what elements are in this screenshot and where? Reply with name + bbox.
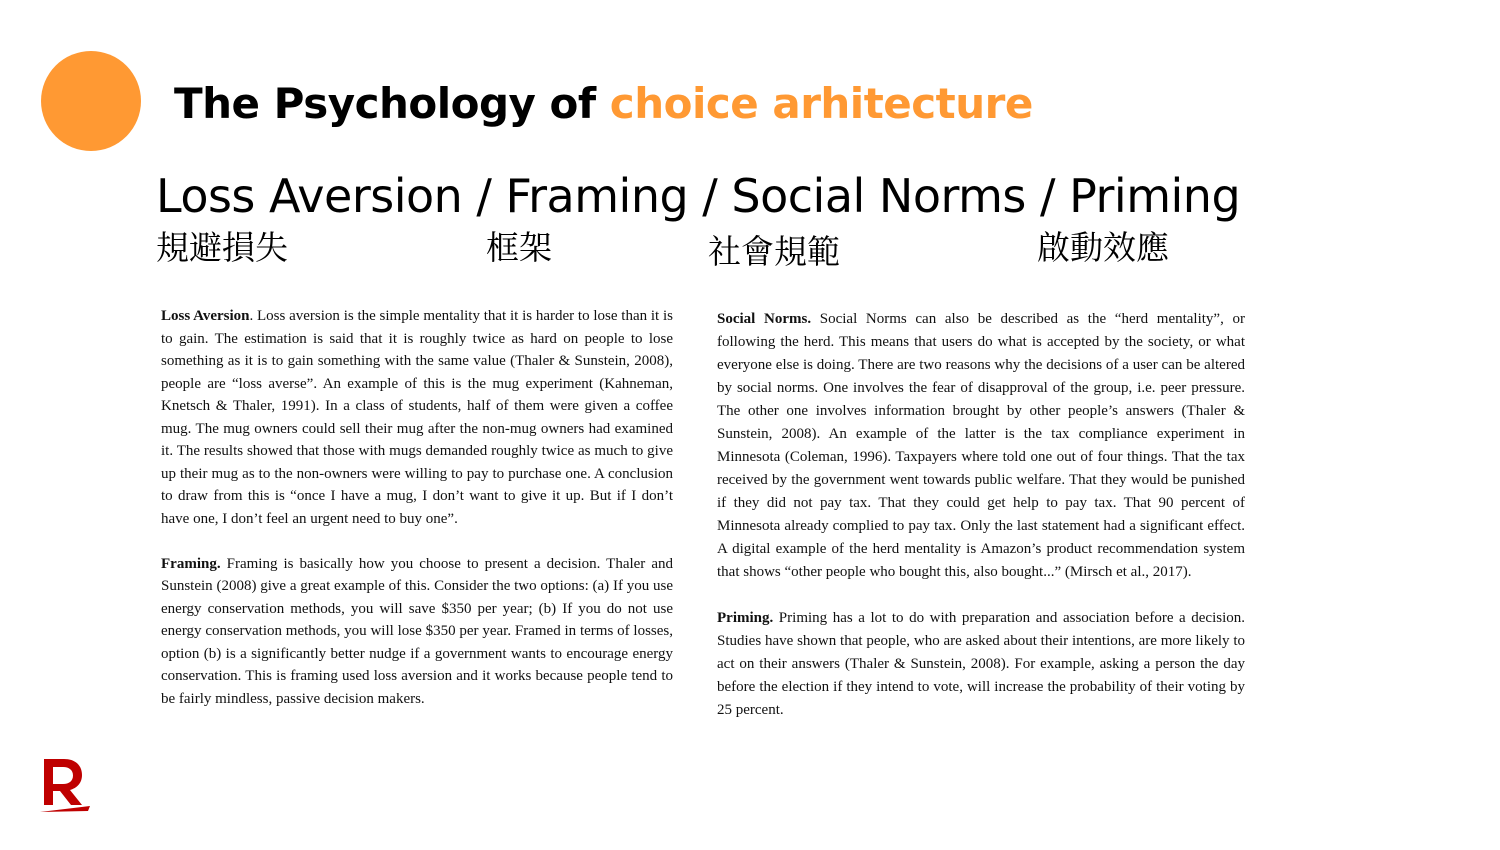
paragraph-text: Social Norms can also be described as the “herd mentality”, or following the herd. This means that users do what is accepted by the society, or what everyone else is doing. There are two reasons why the decisions of a user can be altered by social norms. One involves the fear of disapproval of the group, i.e. peer pressure. The other one involves information brought by other people’s answers (Thaler & Sunstein, 2008). An example of the latter is the tax compliance experiment in Minnesota (Coleman, 1996). Taxpayers where told one out of four things. That the tax received by the government went towards public welfare. That they would be punished if they did not pay tax. That they could get help to pay tax. That 90 percent of Minnesota already complied to pay tax. Only the last statement had a significant effect. A digital example of the herd mentality is Amazon’s product recommendation system that shows “other people who bought this, also bought...” (Mirsch et al., 2017). (717, 311, 1245, 580)
title-prefix: The Psychology of (174, 79, 610, 128)
right-text-column (717, 308, 1245, 722)
paragraph-heading: Loss Aversion (161, 308, 250, 324)
cjk-label-priming: 啟動效應 (1037, 228, 1169, 267)
cjk-label-social-norms: 社會規範 (708, 232, 840, 271)
cjk-label-loss-aversion: 規避損失 (156, 228, 288, 267)
paragraph-loss-aversion (161, 305, 673, 530)
left-text-column (161, 305, 673, 710)
paragraph-text: Framing is basically how you choose to present a decision. Thaler and Sunstein (2008) give a great example of this. Consider the two options: (a) If you use energy conservation methods, you will save $350 per year; (b) If you do not use energy conservation methods, you will lose $350 per year. Framed in terms of losses, option (b) is a significantly better nudge if a government wants to encourage energy conservation. This is framing used loss aversion and it works because people tend to be fairly mindless, passive decision makers. (161, 555, 673, 707)
paragraph-framing (161, 553, 673, 711)
paragraph-heading: Priming. (717, 610, 774, 626)
title-highlight: choice arhitecture (609, 79, 1033, 128)
rakuten-r-logo-icon (38, 757, 92, 817)
orange-circle-decoration (41, 51, 141, 151)
paragraph-text: Priming has a lot to do with preparation and association before a decision. Studies have shown that people, who are asked about their intentions, are more likely to act on their answers (Thaler & Sunstein, 2008). For example, asking a person the day before the election if they intend to vote, will increase the probability of their voting by 25 percent. (717, 610, 1245, 718)
paragraph-heading: Framing. (161, 555, 221, 572)
paragraph-heading: Social Norms. (717, 311, 812, 327)
subtitle: Loss Aversion / Framing / Social Norms / Priming (156, 169, 1241, 223)
paragraph-priming (717, 607, 1245, 722)
paragraph-social-norms (717, 308, 1245, 584)
cjk-label-framing: 框架 (486, 228, 552, 267)
paragraph-text: . Loss aversion is the simple mentality that it is harder to lose than it is to gain. The estimation is said that it is roughly twice as hard on people to lose something as it is to gain something with the same value (Thaler & Sunstein, 2008), people are “loss averse”. An example of this is the mug experiment (Kahneman, Knetsch & Thaler, 1991). In a class of students, half of them were given a coffee mug. The mug owners could sell their mug after the non-mug owners had examined it. The results showed that those with mugs demanded roughly twice as much to give up their mug as to the non-owners were willing to pay to purchase one. A conclusion to draw from this is “once I have a mug, I don’t want to give it up. But if I don’t have one, I don’t feel an urgent need to buy one”. (161, 308, 673, 527)
page-title (174, 76, 1033, 132)
